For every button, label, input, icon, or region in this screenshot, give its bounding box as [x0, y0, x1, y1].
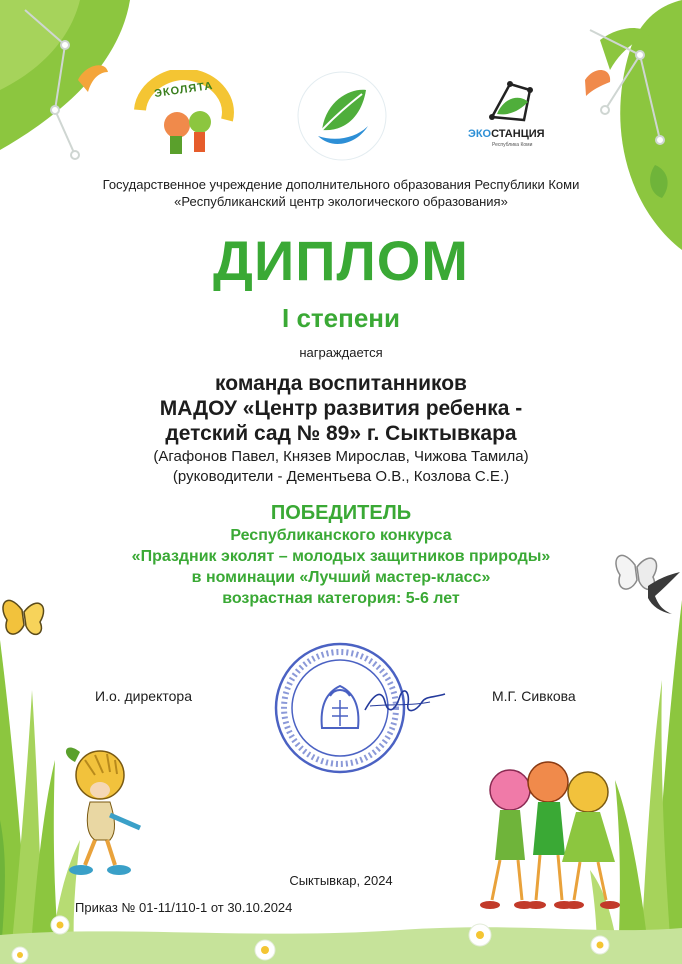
recipient-line-1: команда воспитанников — [215, 372, 467, 395]
center-logo — [296, 70, 388, 162]
achievement-line-4: возрастная категория: 5-6 лет — [222, 590, 460, 607]
ekolyata-logo — [132, 70, 242, 160]
achievement-line-2: «Праздник эколят – молодых защитников природы» — [131, 548, 551, 565]
ekostanciya-subtext: Республика Коми — [492, 142, 533, 148]
recipient-leaders: (руководители - Дементьева О.В., Козлова С.Е.) — [172, 468, 510, 485]
winner-label: ПОБЕДИТЕЛЬ — [270, 502, 412, 524]
children-characters-right — [470, 750, 645, 920]
boy-character-left — [55, 740, 165, 890]
ekostanciya-logo — [462, 72, 562, 152]
diploma-degree: I степени — [282, 303, 400, 333]
achievement-line-1: Республиканского конкурса — [230, 527, 452, 544]
signature-scribble — [360, 682, 450, 722]
achievement-line-3: в номинации «Лучший мастер-класс» — [191, 569, 491, 586]
order-number: Приказ № 01-11/110-1 от 30.10.2024 — [75, 900, 293, 915]
director-name: М.Г. Сивкова — [492, 688, 576, 704]
header-line-1: Государственное учреждение дополнительного образования Республики Коми — [102, 177, 580, 192]
recipient-line-3: детский сад № 89» г. Сыктывкара — [165, 422, 517, 445]
ekostanciya-station: СТАНЦИЯ — [491, 128, 545, 140]
orange-accent-right — [585, 70, 610, 96]
meadow-strip — [0, 927, 682, 964]
header-line-2: «Республиканский центр экологического образования» — [174, 194, 508, 209]
place-date: Сыктывкар, 2024 — [289, 873, 393, 888]
ekolyata-logo-text: ЭКОЛЯТА — [153, 79, 214, 101]
recipient-members: (Агафонов Павел, Князев Мирослав, Чижова Тамила) — [153, 448, 529, 465]
diploma-title: ДИПЛОМ — [213, 229, 469, 292]
recipient-line-2: МАДОУ «Центр развития ребенка - — [159, 397, 523, 420]
director-role: И.о. директора — [95, 688, 192, 704]
awarded-label: награждается — [299, 345, 383, 360]
ekostanciya-eko: ЭКО — [468, 128, 492, 140]
